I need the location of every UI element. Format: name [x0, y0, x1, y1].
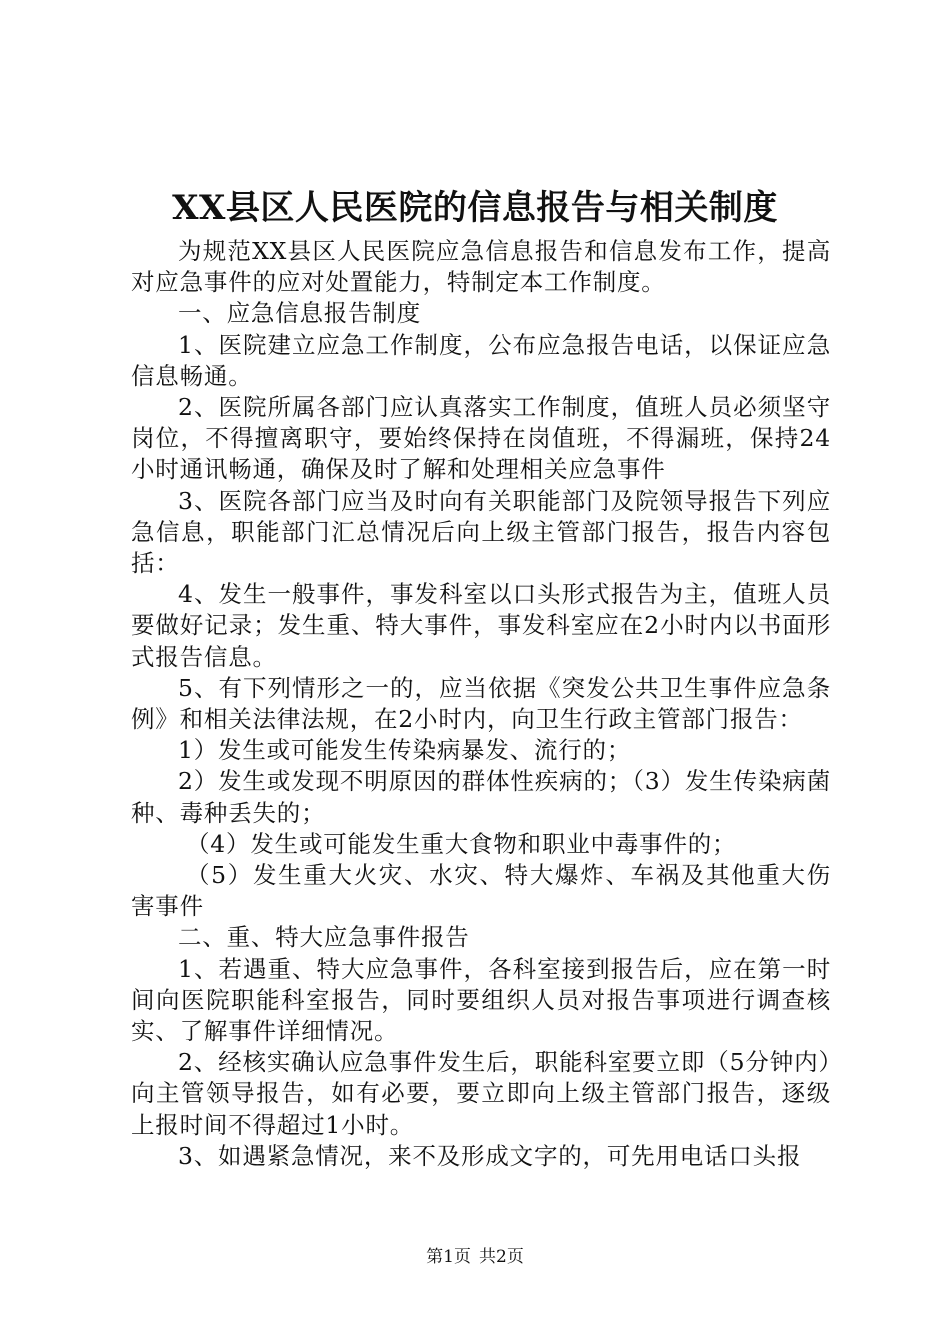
section-heading-2: 二、重、特大应急事件报告 [178, 923, 470, 952]
list-item-1: 1）发生或可能发生传染病暴发、流行的； [178, 736, 632, 765]
page-total: 共2页 [479, 1247, 524, 1267]
paragraph-1-5: 5、有下列情形之一的，应当依据《突发公共卫生事件应急条例》和相关法律法规，在2小时内，向卫生行政主管部门报告： [131, 673, 831, 734]
paragraph-2-3: 3、如遇紧急情况，来不及形成文字的，可先用电话口头报 [178, 1141, 802, 1170]
paragraph-1-3: 3、医院各部门应当及时向有关职能部门及院领导报告下列应急信息，职能部门汇总情况后向上级主管部门报告，报告内容包括： [131, 486, 831, 578]
list-item-4: （4）发生或可能发生重大食物和职业中毒事件的； [186, 829, 737, 858]
paragraph-1-4: 4、发生一般事件，事发科室以口头形式报告为主，值班人员要做好记录；发生重、特大事件，事发科室应在2小时内以书面形式报告信息。 [131, 580, 831, 671]
paragraph-1-1: 1、医院建立应急工作制度，公布应急报告电话，以保证应急信息畅通。 [131, 330, 831, 390]
document-body [131, 236, 831, 1172]
document-title: XX县区人民医院的信息报告与相关制度 [172, 188, 778, 228]
list-item-2: 2）发生或发现不明原因的群体性疾病的；（3）发生传染病菌种、毒种丢失的； [131, 767, 831, 827]
section-heading-1: 一、应急信息报告制度 [178, 299, 421, 328]
list-item-5: （5）发生重大火灾、水灾、特大爆炸、车祸及其他重大伤害事件 [131, 861, 831, 921]
paragraph-2-1: 1、若遇重、特大应急事件，各科室接到报告后，应在第一时间向医院职能科室报告，同时要组织人员对报告事项进行调查核实、了解事件详细情况。 [131, 954, 831, 1046]
paragraph-intro: 为规范XX县区人民医院应急信息报告和信息发布工作，提高对应急事件的应对处置能力，特制定本工作制度。 [131, 237, 831, 297]
paragraph-2-2: 2、经核实确认应急事件发生后，职能科室要立即（5分钟内）向主管领导报告，如有必要，要立即向上级主管部门报告，逐级上报时间不得超过1小时。 [131, 1048, 831, 1139]
page-footer [0, 1245, 950, 1269]
paragraph-1-2: 2、医院所属各部门应认真落实工作制度，值班人员必须坚守岗位，不得擅离职守，要始终保持在岗值班，不得漏班，保持24小时通讯畅通，确保及时了解和处理相关应急事件 [131, 393, 831, 484]
page-number: 第1页 [426, 1247, 471, 1267]
